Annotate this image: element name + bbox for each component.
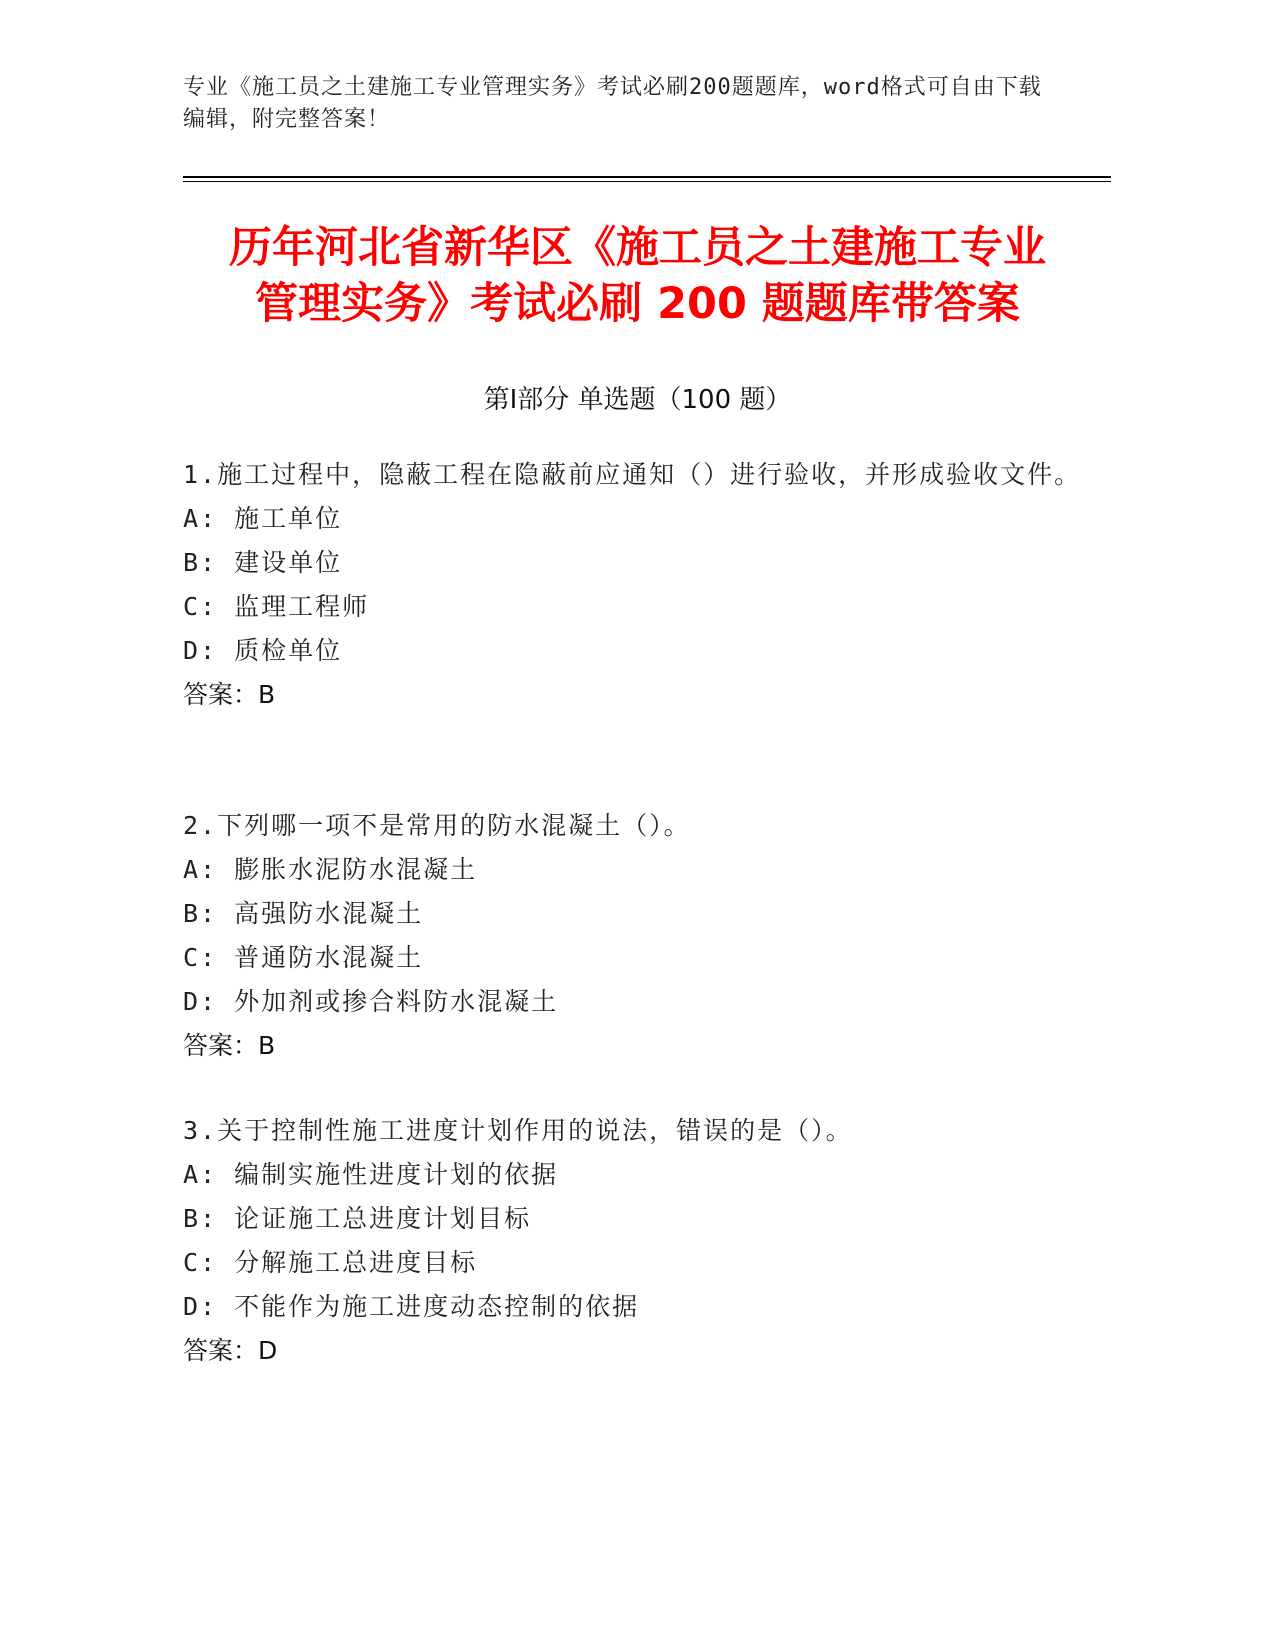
option-c: C: 普通防水混凝土: [183, 943, 424, 972]
answer: 答案：B: [183, 680, 276, 709]
option-d: D: 质检单位: [183, 636, 343, 665]
option-d: D: 外加剂或掺合料防水混凝土: [183, 987, 559, 1016]
option-a: A: 编制实施性进度计划的依据: [183, 1160, 559, 1189]
question-text: 3.关于控制性施工进度计划作用的说法，错误的是（）。: [183, 1116, 853, 1145]
option-c: C: 监理工程师: [183, 592, 370, 621]
answer: 答案：D: [183, 1336, 278, 1365]
option-d: D: 不能作为施工进度动态控制的依据: [183, 1292, 640, 1321]
option-b: B: 建设单位: [183, 548, 343, 577]
header-rule-thick: [183, 176, 1111, 178]
option-a: A: 施工单位: [183, 504, 343, 533]
question-1: [183, 452, 1083, 717]
option-b: B: 论证施工总进度计划目标: [183, 1204, 532, 1233]
question-text: 1.施工过程中，隐蔽工程在隐蔽前应通知（）进行验收，并形成验收文件。: [183, 460, 1082, 489]
section-title: 第Ⅰ部分 单选题（100 题）: [483, 385, 792, 415]
title-line-2: 管理实务》考试必刷 200 题题库带答案: [255, 279, 1020, 329]
option-c: C: 分解施工总进度目标: [183, 1248, 478, 1277]
question-text: 2.下列哪一项不是常用的防水混凝土（）。: [183, 811, 691, 840]
title-line-1: 历年河北省新华区《施工员之土建施工专业: [229, 223, 1046, 273]
document-title: [150, 220, 1125, 332]
option-a: A: 膨胀水泥防水混凝土: [183, 855, 478, 884]
option-b: B: 高强防水混凝土: [183, 899, 424, 928]
question-2: [183, 803, 1083, 1068]
answer: 答案：B: [183, 1031, 276, 1060]
header-note: 专业《施工员之土建施工专业管理实务》考试必刷200题题库，word格式可自由下载编辑，附完整答案！: [183, 75, 1042, 132]
header-rule-thin: [183, 181, 1111, 182]
question-3: [183, 1108, 1083, 1373]
